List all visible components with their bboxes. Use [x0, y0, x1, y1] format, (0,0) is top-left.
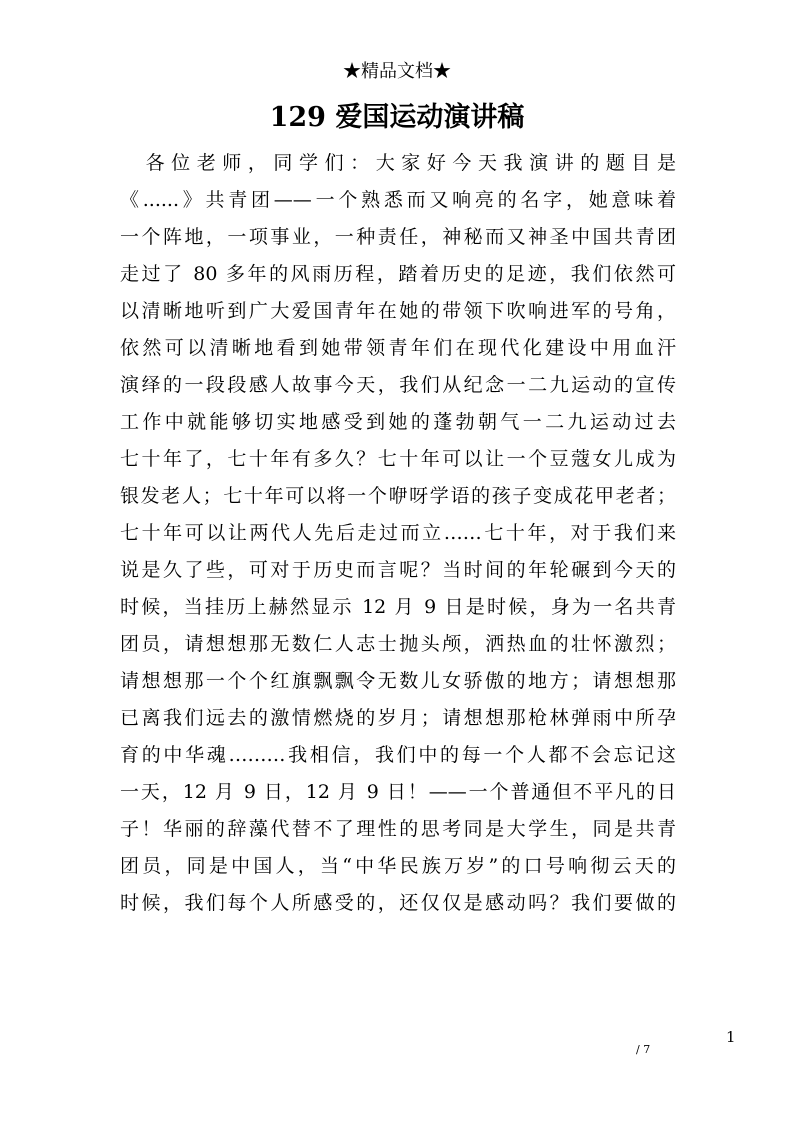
body-line: 走过了 80 多年的风雨历程，踏着历史的足迹，我们依然可	[120, 263, 676, 285]
body-line: 各位老师，同学们：大家好今天我演讲的题目是	[120, 152, 676, 174]
body-line: 请想想那一个个红旗飘飘令无数儿女骄傲的地方；请想想那	[120, 670, 676, 692]
document-header: ★精品文档★	[343, 61, 451, 82]
body-line: 子！华丽的辞藻代替不了理性的思考同是大学生，同是共青	[120, 818, 676, 840]
body-line: 银发老人；七十年可以将一个咿呀学语的孩子变成花甲老者；	[120, 485, 676, 507]
body-line: 已离我们远去的激情燃烧的岁月；请想想那枪林弹雨中所孕	[120, 707, 676, 729]
body-line: 时候，我们每个人所感受的，还仅仅是感动吗？我们要做的	[120, 892, 676, 914]
body-line: 育的中华魂………我相信，我们中的每一个人都不会忘记这	[120, 744, 676, 766]
body-line: 工作中就能够切实地感受到她的蓬勃朝气一二九运动过去	[120, 411, 676, 433]
document-body	[120, 145, 676, 922]
body-line: 时候，当挂历上赫然显示 12 月 9 日是时候，身为一名共青	[120, 596, 676, 618]
body-line: 团员，同是中国人，当“中华民族万岁”的口号响彻云天的	[120, 855, 676, 877]
page-number: 1	[726, 1028, 736, 1046]
body-line: 一个阵地，一项事业，一种责任，神秘而又神圣中国共青团	[120, 226, 676, 248]
body-line: 说是久了些，可对于历史而言呢？当时间的年轮碾到今天的	[120, 559, 676, 581]
body-line: 七十年可以让两代人先后走过而立……七十年，对于我们来	[120, 522, 676, 544]
body-line: 以清晰地听到广大爱国青年在她的带领下吹响进军的号角，	[120, 300, 676, 322]
body-line: 《......》共青团——一个熟悉而又响亮的名字，她意味着	[120, 189, 676, 211]
body-line: 团员，请想想那无数仁人志士抛头颅，洒热血的壮怀激烈；	[120, 633, 676, 655]
document-title: 129 爱国运动演讲稿	[269, 102, 525, 133]
body-line: 演绎的一段段感人故事今天，我们从纪念一二九运动的宣传	[120, 374, 676, 396]
body-line: 一天，12 月 9 日，12 月 9 日！——一个普通但不平凡的日	[120, 781, 676, 803]
body-line: 七十年了，七十年有多久？七十年可以让一个豆蔻女儿成为	[120, 448, 676, 470]
page-total: / 7	[636, 1043, 651, 1056]
body-line: 依然可以清晰地看到她带领青年们在现代化建设中用血汗	[120, 337, 676, 359]
